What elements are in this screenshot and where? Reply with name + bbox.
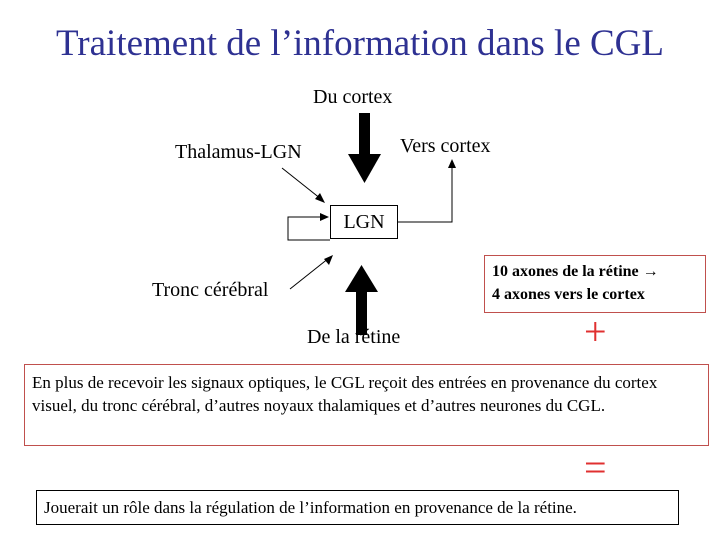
arrow-from-brainstem [290, 255, 333, 289]
arrow-from-thalamus [282, 168, 325, 203]
axones-box [484, 255, 706, 313]
label-du-cortex: Du cortex [313, 86, 393, 108]
conclusion-box: Jouerait un rôle dans la régulation de l’information en provenance de la rétine. [36, 490, 679, 525]
arrow-from-retina [345, 265, 378, 335]
plus-symbol: + [584, 309, 607, 354]
arrow-to-cortex [398, 159, 456, 222]
axones-line-2: 4 axones vers le cortex [492, 286, 645, 303]
arrow-from-cortex [348, 113, 381, 183]
label-vers-cortex: Vers cortex [400, 135, 491, 157]
axones-line-1: 10 axones de la rétine → [492, 263, 659, 280]
label-thalamus-lgn: Thalamus-LGN [175, 141, 302, 163]
equals-symbol: = [584, 445, 607, 490]
lgn-label: LGN [343, 211, 385, 233]
info-box: En plus de recevoir les signaux optiques, le CGL reçoit des entrées en provenance du cortex visuel, du tronc cérébral, d’autres noyaux thalamiques et d’autres neurones du CGL. [24, 364, 709, 446]
arrow-lgn-loop [288, 213, 330, 240]
label-tronc-cerebral: Tronc cérébral [152, 279, 269, 301]
page-title: Traitement de l’information dans le CGL [56, 23, 664, 64]
label-de-la-retine: De la rétine [307, 326, 401, 348]
